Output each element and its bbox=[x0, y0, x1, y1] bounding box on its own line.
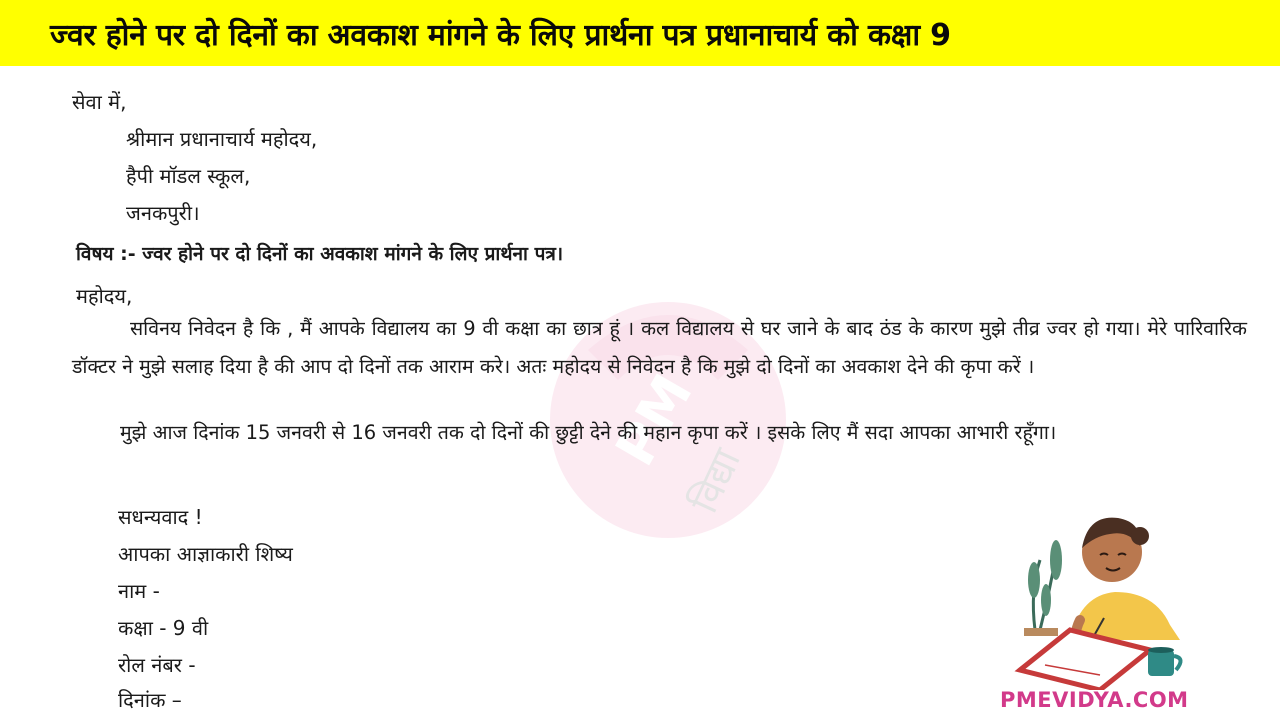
salutation-to: सेवा में, bbox=[72, 90, 127, 114]
closing-class: कक्षा - 9 वी bbox=[118, 616, 209, 640]
body-paragraph-2-text: मुझे आज दिनांक 15 जनवरी से 16 जनवरी तक दो दिनों की छुट्टी देने की महान कृपा करें । इसके लिए मैं सदा आपका आभारी रहूँगा। bbox=[120, 421, 1057, 444]
recipient-line-2: हैपी मॉडल स्कूल, bbox=[126, 164, 251, 188]
greeting: महोदय, bbox=[76, 284, 133, 308]
recipient-line-3: जनकपुरी। bbox=[126, 201, 200, 225]
watermark-text: विद्या bbox=[681, 442, 749, 520]
body-paragraph-1-text: सविनय निवेदन है कि , मैं आपके विद्यालय का 9 वी कक्षा का छात्र हूं । कल विद्यालय से घर जाने के बाद ठंड के कारण मुझे तीव्र ज्वर हो गया। मेरे पारिवारिक डॉक्टर ने मुझे सलाह दिया है की आप दो दिनों तक आराम करे। अतः महोदय से निवेदन है कि मुझे दो दिनों का अवकाश देने की कृपा करें । bbox=[72, 317, 1247, 378]
student-writing-illustration bbox=[1000, 500, 1210, 690]
letter-subject: विषय :- ज्वर होने पर दो दिनों का अवकाश मांगने के लिए प्रार्थना पत्र। bbox=[76, 243, 564, 265]
body-paragraph-1 bbox=[72, 310, 1247, 386]
svg-text:PM: PM bbox=[603, 363, 705, 477]
closing-roll-number: रोल नंबर - bbox=[118, 653, 196, 677]
recipient-line-1: श्रीमान प्रधानाचार्य महोदय, bbox=[126, 127, 318, 151]
closing-name: नाम - bbox=[118, 579, 160, 603]
closing-thanks: सधन्यवाद ! bbox=[118, 505, 203, 529]
title-banner bbox=[0, 0, 1280, 66]
site-brand: PMEVIDYA.COM bbox=[1000, 688, 1189, 712]
page-title: ज्वर होने पर दो दिनों का अवकाश मांगने के लिए प्रार्थना पत्र प्रधानाचार्य को कक्षा 9 bbox=[50, 17, 951, 53]
body-paragraph-2 bbox=[60, 414, 1232, 452]
closing-date: दिनांक – bbox=[118, 688, 182, 712]
closing-signoff: आपका आज्ञाकारी शिष्य bbox=[118, 542, 293, 566]
